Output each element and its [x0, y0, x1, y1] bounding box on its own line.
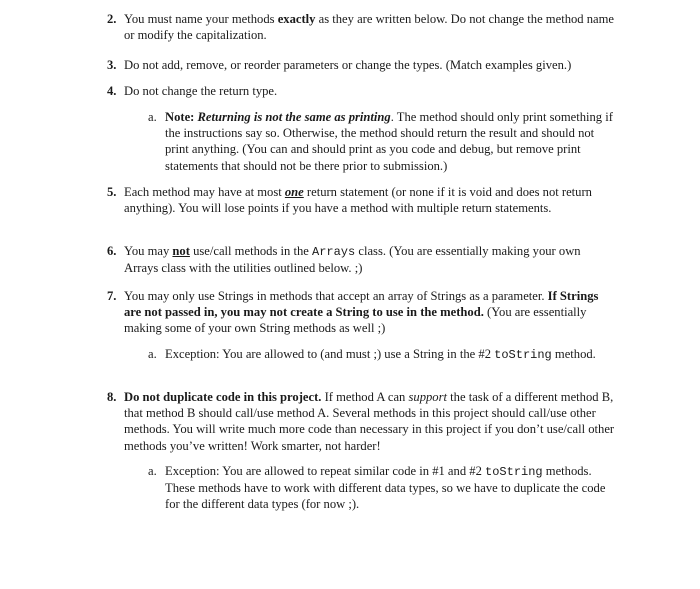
item-text: You may only use Strings in methods that accept an array of Strings as a parameter. If Strings are not passed in, you may not create a String to use in the method. (You are essentially making some of your own String methods as well ;): [124, 289, 599, 336]
item-number: 8.: [107, 390, 117, 404]
sub-item: [148, 463, 618, 513]
item-number: 3.: [107, 58, 117, 72]
sub-item-text: Exception: You are allowed to repeat similar code in #1 and #2 toString methods. These methods have to work with different data types, so we have to duplicate the code for the different data types (for now ;).: [165, 464, 606, 512]
item-number: 7.: [107, 289, 117, 303]
item-number: 6.: [107, 244, 117, 258]
item-number: 5.: [107, 185, 117, 199]
sub-item-letter: a.: [148, 464, 157, 478]
list-item: [107, 57, 617, 73]
list-item: [107, 184, 617, 216]
sub-item-letter: a.: [148, 347, 157, 361]
item-text: You may not use/call methods in the Arrays class. (You are essentially making your own Arrays class with the utilities outlined below. ;): [124, 244, 581, 276]
item-number: 2.: [107, 12, 117, 26]
item-text: Do not duplicate code in this project. If method A can support the task of a different method B, that method B should call/use method A. Several methods in this project should call/use other methods. You will write much more code than necessary in this project if you don’t use/call other methods you’ve written! Work smarter, not harder!: [124, 390, 615, 453]
sub-item-letter: a.: [148, 110, 157, 124]
sub-item-text: Exception: You are allowed to (and must ;) use a String in the #2 toString method.: [165, 347, 596, 362]
item-text: Do not change the return type.: [124, 84, 278, 98]
item-text: Do not add, remove, or reorder parameters or change the types. (Match examples given.): [124, 58, 572, 72]
list-item: [107, 243, 617, 276]
list-item: [107, 83, 617, 99]
item-text: You must name your methods exactly as they are written below. Do not change the method name or modify the capitalization.: [124, 12, 615, 43]
sub-item: [148, 109, 618, 174]
sub-item: [148, 346, 618, 363]
list-item: [107, 288, 617, 337]
list-item: [107, 11, 617, 43]
item-number: 4.: [107, 84, 117, 98]
sub-item-text: Note: Returning is not the same as printing. The method should only print something if the instructions say so. Otherwise, the method should return the result and should not print anything. (You can and should print as you code and debug, but remove print statements that should not be there prior to submission.): [165, 110, 613, 173]
item-text: Each method may have at most one return statement (or none if it is void and does not return anything). You will lose points if you have a method with multiple return statements.: [124, 185, 592, 216]
list-item: [107, 389, 617, 454]
